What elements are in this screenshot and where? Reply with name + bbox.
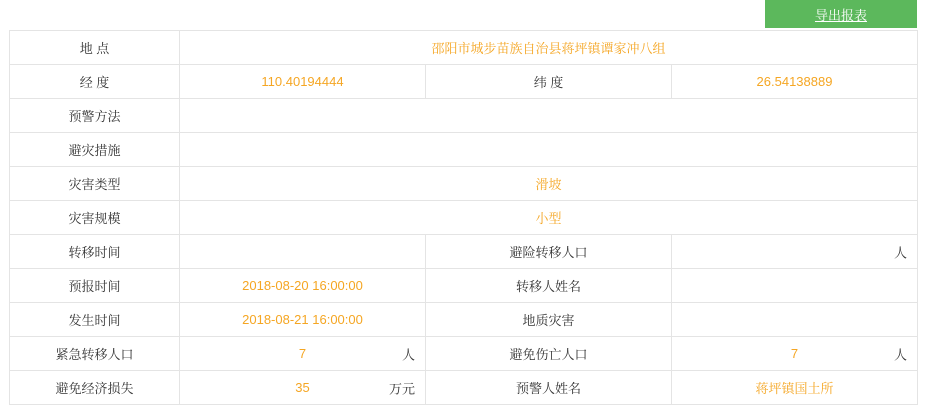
table-row bbox=[10, 31, 918, 65]
table-row bbox=[10, 269, 918, 303]
row-value-warner-name: 蒋坪镇国土所 bbox=[672, 371, 918, 405]
row-label-location: 地 点 bbox=[10, 31, 180, 65]
row-label-economic-loss-avoided: 避免经济损失 bbox=[10, 371, 180, 405]
row-value-casualties-avoided bbox=[672, 337, 918, 371]
row-value-emergency-transfer-population bbox=[180, 337, 426, 371]
evacuated-population-unit: 人 bbox=[893, 245, 907, 260]
row-value-transfer-time bbox=[180, 235, 426, 269]
row-label-casualties-avoided: 避免伤亡人口 bbox=[426, 337, 672, 371]
report-table-wrapper bbox=[0, 30, 927, 405]
row-label-transfer-person-name: 转移人姓名 bbox=[426, 269, 672, 303]
economic-loss-avoided-unit: 万元 bbox=[388, 381, 415, 396]
row-label-warning-method: 预警方法 bbox=[10, 99, 180, 133]
row-value-location: 邵阳市城步苗族自治县蒋坪镇谭家冲八组 bbox=[180, 31, 918, 65]
row-label-occurrence-time: 发生时间 bbox=[10, 303, 180, 337]
row-label-emergency-transfer-population: 紧急转移人口 bbox=[10, 337, 180, 371]
row-value-warning-method bbox=[180, 99, 918, 133]
row-label-warner-name: 预警人姓名 bbox=[426, 371, 672, 405]
row-value-transfer-person-name bbox=[672, 269, 918, 303]
emergency-transfer-population-unit: 人 bbox=[401, 347, 415, 362]
row-value-forecast-time: 2018-08-20 16:00:00 bbox=[180, 269, 426, 303]
table-row bbox=[10, 337, 918, 371]
disaster-report-table bbox=[9, 30, 918, 405]
table-row bbox=[10, 371, 918, 405]
row-label-longitude: 经 度 bbox=[10, 65, 180, 99]
emergency-transfer-population-value: 7 bbox=[298, 346, 307, 361]
table-row bbox=[10, 303, 918, 337]
row-value-evacuated-population bbox=[672, 235, 918, 269]
economic-loss-avoided-value: 35 bbox=[295, 380, 310, 395]
row-value-latitude: 26.54138889 bbox=[672, 65, 918, 99]
casualties-avoided-value: 7 bbox=[790, 346, 799, 361]
row-label-geological-disaster: 地质灾害 bbox=[426, 303, 672, 337]
row-value-economic-loss-avoided bbox=[180, 371, 426, 405]
row-value-occurrence-time: 2018-08-21 16:00:00 bbox=[180, 303, 426, 337]
table-row bbox=[10, 99, 918, 133]
table-row bbox=[10, 167, 918, 201]
table-row bbox=[10, 65, 918, 99]
table-row bbox=[10, 133, 918, 167]
row-label-disaster-scale: 灾害规模 bbox=[10, 201, 180, 235]
row-label-evacuated-population: 避险转移人口 bbox=[426, 235, 672, 269]
row-label-disaster-type: 灾害类型 bbox=[10, 167, 180, 201]
export-report-button[interactable]: 导出报表 bbox=[765, 0, 917, 28]
table-row bbox=[10, 235, 918, 269]
row-value-longitude: 110.40194444 bbox=[180, 65, 426, 99]
row-value-disaster-scale: 小型 bbox=[180, 201, 918, 235]
casualties-avoided-unit: 人 bbox=[893, 347, 907, 362]
row-label-latitude: 纬 度 bbox=[426, 65, 672, 99]
toolbar bbox=[0, 0, 927, 30]
table-row bbox=[10, 201, 918, 235]
row-label-transfer-time: 转移时间 bbox=[10, 235, 180, 269]
row-value-disaster-type: 滑坡 bbox=[180, 167, 918, 201]
row-value-geological-disaster bbox=[672, 303, 918, 337]
row-label-avoidance-measures: 避灾措施 bbox=[10, 133, 180, 167]
row-label-forecast-time: 预报时间 bbox=[10, 269, 180, 303]
row-value-avoidance-measures bbox=[180, 133, 918, 167]
